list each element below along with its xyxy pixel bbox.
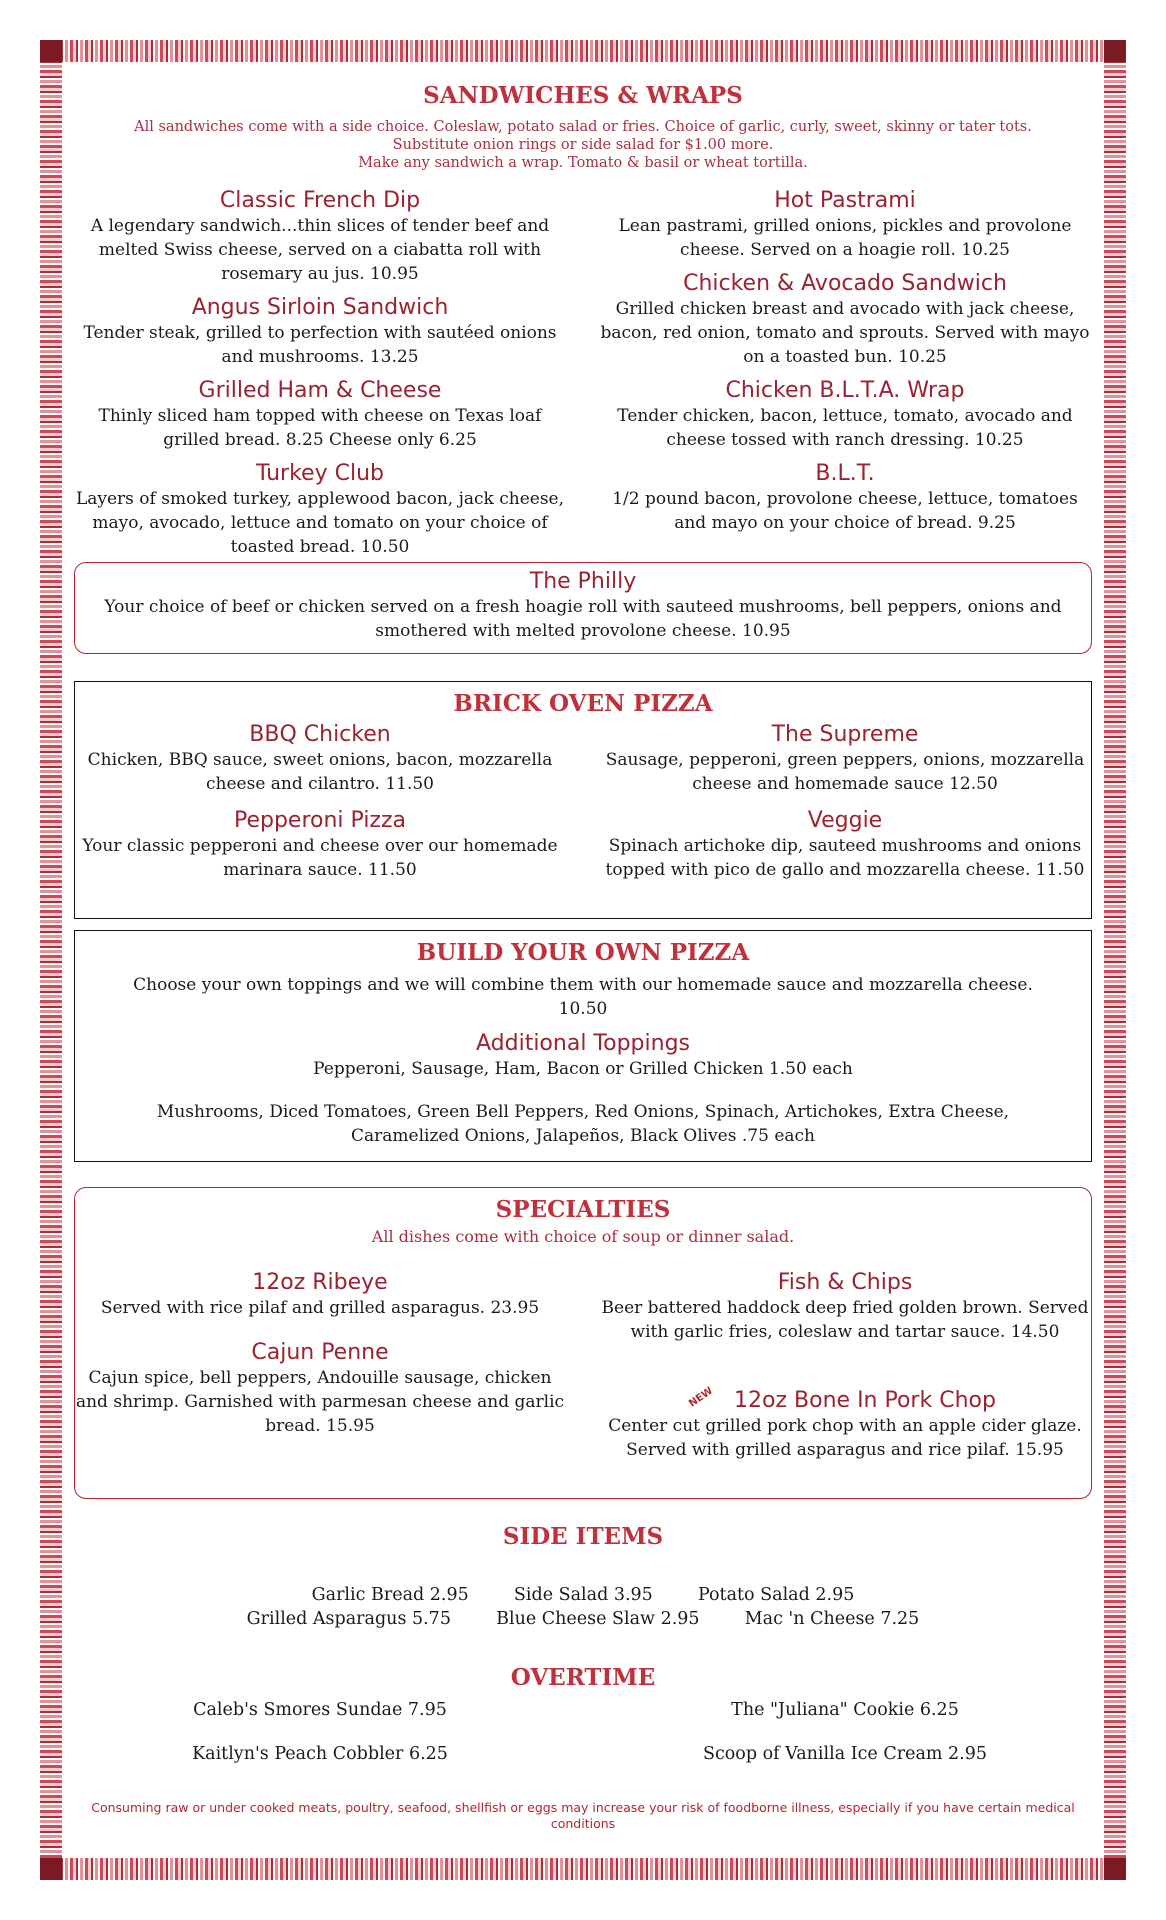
corner-ornament [40,1858,62,1880]
item-title: Pepperoni Pizza [233,808,407,833]
item-desc: Center cut grilled pork chop with an apple cider glaze. Served with grilled asparagus and rice pilaf. 15.95 [608,1416,1082,1460]
item-desc: Thinly sliced ham topped with cheese on Texas loaf grilled bread. 8.25 Cheese only 6.25 [98,406,542,450]
build-own-desc [90,973,1076,1021]
menu-item [75,188,565,286]
menu-item [600,271,1090,369]
section-header-sandwiches: SANDWICHES & WRAPS [423,82,743,109]
item-title: The Philly [529,569,637,594]
item-title: Chicken B.L.T.A. Wrap [725,378,965,403]
toppings-basic: Mushrooms, Diced Tomatoes, Green Bell Peppers, Red Onions, Spinach, Artichokes, Extra Cheese, Caramelized Onions, Jalapeños, Black Olives .75 each [156,1102,1010,1146]
item-title: Chicken & Avocado Sandwich [683,271,1007,296]
dessert-item: Caleb's Smores Sundae 7.95 [193,1700,447,1720]
item-desc: Sausage, pepperoni, green peppers, onions, mozzarella cheese and homemade sauce 12.50 [605,750,1085,794]
menu-item [600,1270,1090,1344]
menu-item [600,188,1090,262]
side-item: Grilled Asparagus 5.75 [246,1609,451,1629]
food-safety-disclaimer: Consuming raw or under cooked meats, poultry, seafood, shellfish or eggs may increase your risk of foodborne illness, especially if you have certain medical conditions [91,1800,1075,1831]
section-header-build-own: BUILD YOUR OWN PIZZA [416,939,750,966]
decorative-border-top [40,40,1126,62]
sides-row [0,1609,1166,1629]
side-item: Side Salad 3.95 [513,1585,653,1605]
item-title: Fish & Chips [777,1270,913,1295]
section-header-sides: SIDE ITEMS [502,1523,664,1550]
sandwiches-note: Make any sandwich a wrap. Tomato & basil or wheat tortilla. [358,155,808,171]
item-desc: Tender steak, grilled to perfection with sautéed onions and mushrooms. 13.25 [83,323,557,367]
specialties-note: All dishes come with choice of soup or dinner salad. [371,1227,795,1246]
corner-ornament [40,40,62,62]
item-title: 12oz Ribeye [252,1270,388,1295]
sandwiches-note: All sandwiches come with a side choice. Coleslaw, potato salad or fries. Choice of garlic, curly, sweet, skinny or tater tots. [134,119,1032,135]
item-title: B.L.T. [815,461,875,486]
item-desc: Your choice of beef or chicken served on a fresh hoagie roll with sauteed mushrooms, bell peppers, onions and smothered with melted provolone cheese. 10.95 [104,597,1062,641]
side-item: Mac 'n Cheese 7.25 [744,1609,920,1629]
item-desc: A legendary sandwich...thin slices of tender beef and melted Swiss cheese, served on a ciabatta roll with rosemary au jus. 10.95 [90,216,550,284]
side-item: Blue Cheese Slaw 2.95 [496,1609,700,1629]
item-desc: Lean pastrami, grilled onions, pickles and provolone cheese. Served on a hoagie roll. 10.25 [618,216,1072,260]
section-header-overtime: OVERTIME [510,1664,656,1691]
menu-item [75,1340,565,1438]
corner-ornament [1104,1858,1126,1880]
item-title: BBQ Chicken [249,722,391,747]
menu-item [75,808,565,882]
build-own-price: 10.50 [558,999,608,1019]
side-item: Garlic Bread 2.95 [311,1585,469,1605]
side-item: Potato Salad 2.95 [697,1585,855,1605]
new-badge: NEW [687,1385,716,1410]
menu-item [75,295,565,369]
menu-item [600,722,1090,796]
menu-item [600,461,1090,535]
item-desc: Tender chicken, bacon, lettuce, tomato, avocado and cheese tossed with ranch dressing. 10.25 [617,406,1073,450]
item-desc: Beer battered haddock deep fried golden brown. Served with garlic fries, coleslaw and tartar sauce. 14.50 [601,1298,1089,1342]
menu-item [600,1388,1090,1462]
dessert-item: Scoop of Vanilla Ice Cream 2.95 [702,1744,988,1764]
toppings-title: Additional Toppings [475,1031,690,1056]
build-own-desc-text: Choose your own toppings and we will combine them with our homemade sauce and mozzarella cheese. [133,975,1033,995]
section-header-brick-oven: BRICK OVEN PIZZA [453,690,713,717]
item-desc: Your classic pepperoni and cheese over our homemade marinara sauce. 11.50 [82,836,558,880]
item-title: The Supreme [771,722,919,747]
sandwiches-note: Substitute onion rings or side salad for $1.00 more. [392,137,774,153]
menu-item [75,722,565,796]
sandwiches-notes [0,118,1166,172]
sides-row [0,1585,1166,1605]
item-title: 12oz Bone In Pork Chop [734,1388,996,1413]
item-title: Hot Pastrami [774,188,916,213]
item-title: Turkey Club [256,461,384,486]
item-title: Cajun Penne [251,1340,389,1365]
decorative-border-bottom [40,1858,1126,1880]
item-title: Classic French Dip [219,188,421,213]
menu-item [75,378,565,452]
item-desc: Spinach artichoke dip, sauteed mushrooms and onions topped with pico de gallo and mozzarella cheese. 11.50 [605,836,1085,880]
item-desc: Served with rice pilaf and grilled asparagus. 23.95 [100,1298,540,1318]
menu-item [600,808,1090,882]
menu-item [75,461,565,559]
dessert-item: Kaitlyn's Peach Cobbler 6.25 [192,1744,448,1764]
item-title: Angus Sirloin Sandwich [191,295,449,320]
corner-ornament [1104,40,1126,62]
item-title: Veggie [807,808,883,833]
philly-box [74,562,1092,654]
menu-item [600,378,1090,452]
item-desc: Layers of smoked turkey, applewood bacon, jack cheese, mayo, avocado, lettuce and tomato on your choice of toasted bread. 10.50 [75,489,565,557]
section-header-specialties: SPECIALTIES [495,1196,671,1223]
item-desc: Grilled chicken breast and avocado with jack cheese, bacon, red onion, tomato and sprouts. Served with mayo on a toasted bun. 10.25 [600,299,1090,367]
item-title: Grilled Ham & Cheese [198,378,442,403]
dessert-item: The "Juliana" Cookie 6.25 [731,1700,959,1720]
menu-item [75,1270,565,1320]
item-desc: 1/2 pound bacon, provolone cheese, lettuce, tomatoes and mayo on your choice of bread. 9.25 [612,489,1078,533]
toppings-premium: Pepperoni, Sausage, Ham, Bacon or Grilled Chicken 1.50 each [313,1059,853,1079]
item-desc: Chicken, BBQ sauce, sweet onions, bacon, mozzarella cheese and cilantro. 11.50 [87,750,553,794]
item-desc: Cajun spice, bell peppers, Andouille sausage, chicken and shrimp. Garnished with parmesan cheese and garlic bread. 15.95 [75,1368,565,1436]
